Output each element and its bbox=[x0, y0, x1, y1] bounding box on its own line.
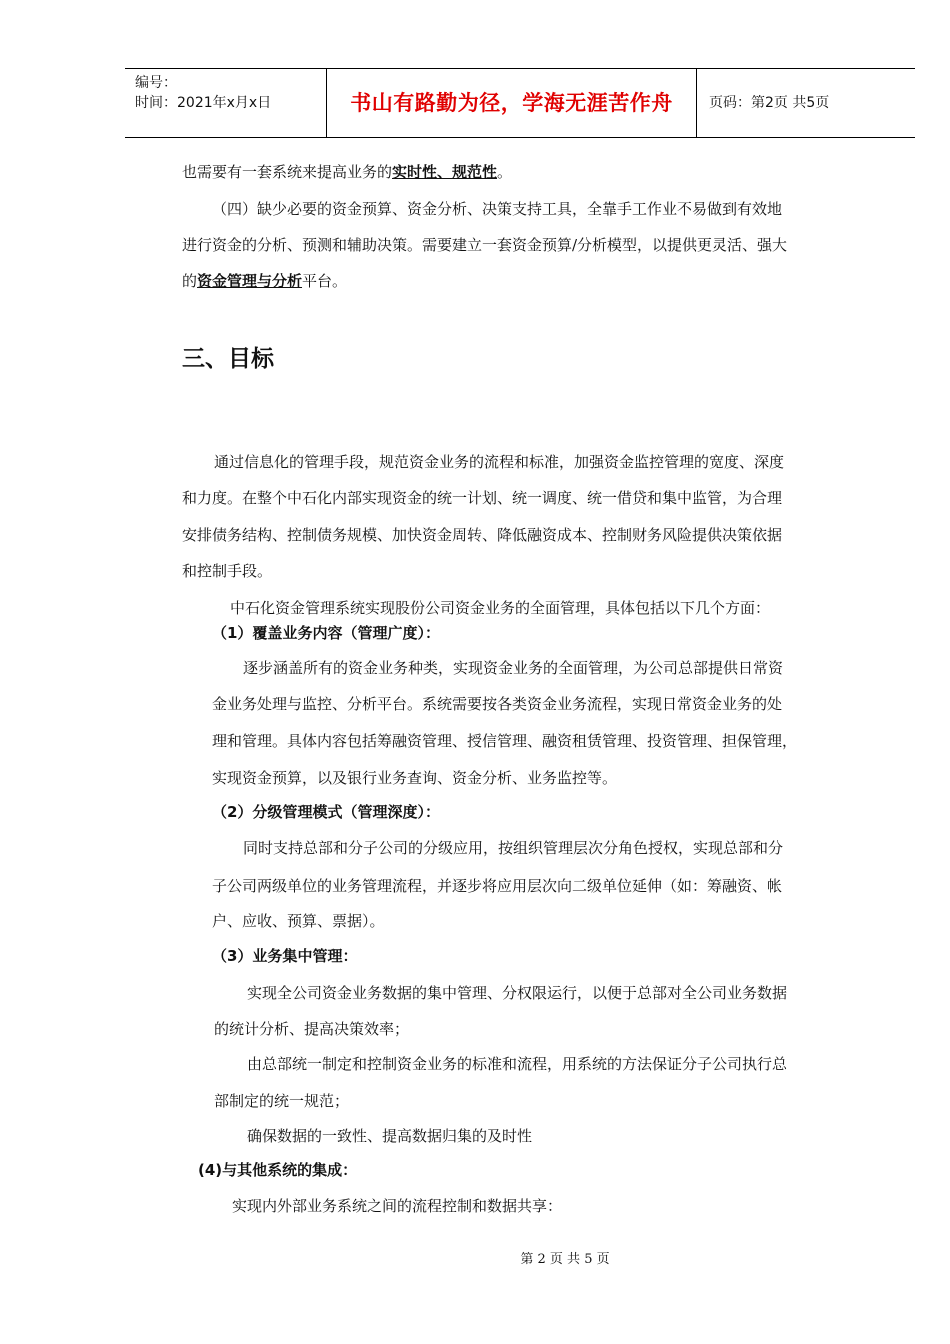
paragraph-line: 子公司两级单位的业务管理流程，并逐步将应用层次向二级单位延伸（如：筹融资、帐 bbox=[212, 877, 783, 895]
header-motto: 书山有路勤为径，学海无涯苦作舟 bbox=[350, 91, 673, 115]
paragraph-line: 安排债务结构、控制债务规模、加快资金周转、降低融资成本、控制财务风险提供决策依据 bbox=[182, 526, 783, 544]
paragraph-line: 金业务处理与监控、分析平台。系统需要按各类资金业务流程，实现日常资金业务的处 bbox=[212, 695, 783, 713]
paragraph-line: 和控制手段。 bbox=[182, 562, 273, 580]
emphasis-text: 资金管理与分析 bbox=[197, 272, 303, 290]
header-meta bbox=[135, 73, 330, 113]
text-run: 平台。 bbox=[302, 272, 348, 290]
paragraph-line: 的统计分析、提高决策效率； bbox=[214, 1020, 410, 1038]
paragraph-line bbox=[182, 271, 347, 291]
paragraph-line: 实现全公司资金业务数据的集中管理、分权限运行，以便于总部对全公司业务数据 bbox=[247, 984, 788, 1002]
paragraph-line bbox=[182, 162, 512, 182]
document-number-label: 编号： bbox=[135, 75, 177, 91]
text-run: 的 bbox=[182, 272, 198, 290]
paragraph-line: 理和管理。具体内容包括筹融资管理、授信管理、融资租赁管理、投资管理、担保管理， bbox=[212, 732, 798, 750]
section-heading: 三、目标 bbox=[182, 346, 274, 372]
subsection-heading: (4)与其他系统的集成： bbox=[198, 1161, 358, 1179]
text-run: 。 bbox=[497, 163, 513, 181]
subsection-heading: （3）业务集中管理： bbox=[212, 947, 358, 965]
paragraph-line: 中石化资金管理系统实现股份公司资金业务的全面管理，具体包括以下几个方面： bbox=[230, 599, 771, 617]
emphasis-text: 实时性、规范性 bbox=[392, 163, 498, 181]
page-footer bbox=[0, 1248, 950, 1267]
paragraph-line: 进行资金的分析、预测和辅助决策。需要建立一套资金预算/分析模型，以提供更灵活、强大 bbox=[182, 236, 788, 254]
subsection-heading: （1）覆盖业务内容（管理广度）： bbox=[212, 624, 440, 642]
paragraph-line: 确保数据的一致性、提高数据归集的及时性 bbox=[247, 1127, 533, 1145]
paragraph-line: 同时支持总部和分子公司的分级应用，按组织管理层次分角色授权，实现总部和分 bbox=[243, 839, 784, 857]
paragraph-line: 部制定的统一规范； bbox=[214, 1092, 350, 1110]
header-divider bbox=[696, 69, 697, 137]
paragraph-line: 通过信息化的管理手段，规范资金业务的流程和标准，加强资金监控管理的宽度、深度 bbox=[214, 453, 785, 471]
text-run: 也需要有一套系统来提高业务的 bbox=[182, 163, 393, 181]
paragraph-line: 和力度。在整个中石化内部实现资金的统一计划、统一调度、统一借贷和集中监管，为合理 bbox=[182, 489, 783, 507]
paragraph-line: 逐步涵盖所有的资金业务种类，实现资金业务的全面管理，为公司总部提供日常资 bbox=[243, 659, 784, 677]
paragraph-line: 由总部统一制定和控制资金业务的标准和流程，用系统的方法保证分子公司执行总 bbox=[247, 1055, 788, 1073]
footer-page-number: 第 2 页 共 5 页 bbox=[520, 1252, 610, 1267]
paragraph-line: 实现内外部业务系统之间的流程控制和数据共享： bbox=[232, 1197, 563, 1215]
subsection-heading: （2）分级管理模式（管理深度）： bbox=[212, 803, 440, 821]
document-time-label: 时间：2021年x月x日 bbox=[135, 95, 272, 111]
paragraph-line: 户、应收、预算、票据）。 bbox=[212, 912, 385, 930]
paragraph-line: （四）缺少必要的资金预算、资金分析、决策支持工具，全靠手工作业不易做到有效地 bbox=[212, 200, 783, 218]
paragraph-line: 实现资金预算，以及银行业务查询、资金分析、业务监控等。 bbox=[212, 769, 618, 787]
header-page-number: 页码：第2页 共5页 bbox=[709, 95, 830, 111]
page-header bbox=[125, 68, 915, 138]
